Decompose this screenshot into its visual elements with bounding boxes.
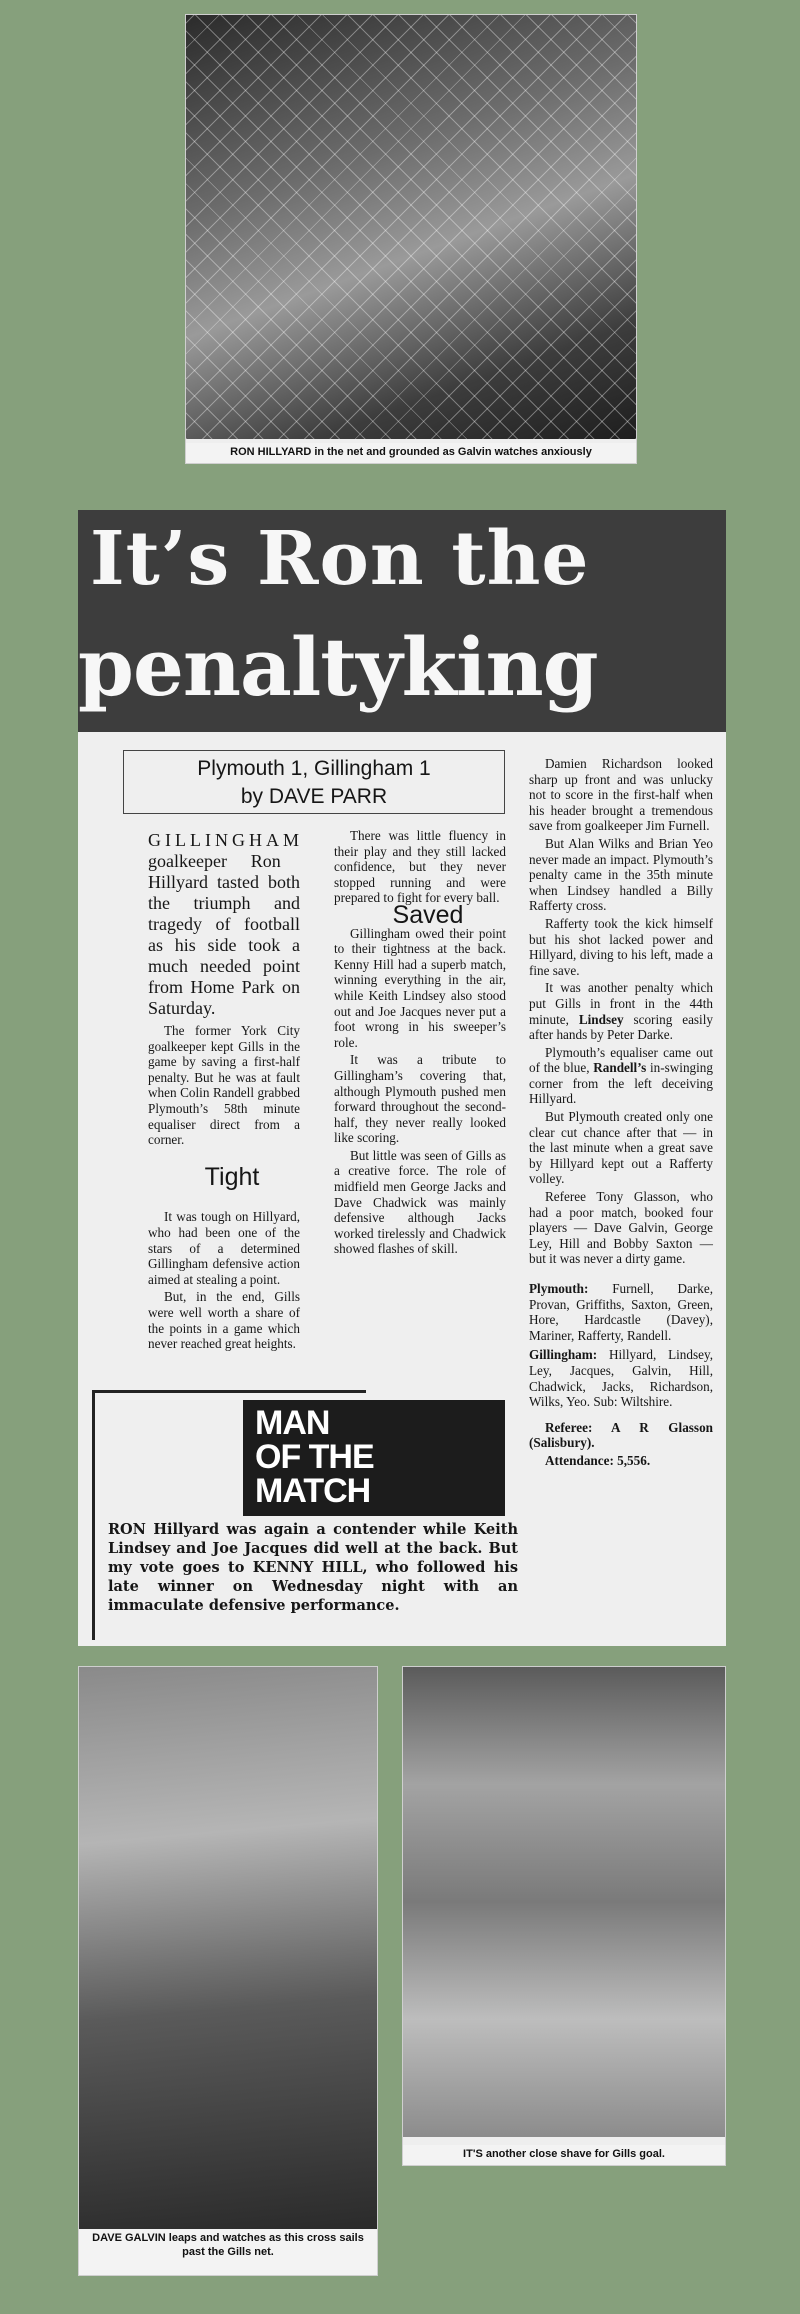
paragraph: But little was seen of Gills as a creative force. The role of midfield men George Jacks and Dave Chadwick was mainly defensive although Jacks worked tirelessly and Chadwick showed flashes of skill.: [334, 1147, 506, 1257]
author-line: by DAVE PARR: [240, 785, 388, 808]
paragraph: The former York City goalkeeper kept Gills in the game by saving a first-half penalty. But he was at fault when Colin Randell grabbed Plymouth’s 58th minute equaliser direct from a corner.: [148, 1023, 300, 1148]
bottom-left-caption: DAVE GALVIN leaps and watches as this cross sails past the Gills net.: [79, 2229, 377, 2275]
subhead-saved: Saved: [392, 900, 464, 929]
team-players: Furnell, Darke, Provan, Griffiths, Saxton, Green, Hore, Hardcastle (Davey), Mariner, Rafferty, Randell.: [529, 1281, 713, 1343]
text-run: scoring easily after hands by Peter Darke.: [529, 1011, 713, 1043]
paragraph: But, in the end, Gills were well worth a share of the points in a game which never reached great heights.: [148, 1289, 300, 1352]
lead-paragraph: [148, 830, 303, 1019]
goal-net: [186, 15, 636, 439]
paragraph: Damien Richardson looked sharp up front and was unlucky not to score in the first-half when his header brought a tremendous save from goalkeeper Jim Furnell.: [529, 756, 713, 834]
team-label: Gillingham:: [529, 1347, 598, 1363]
headline-line-1: It’s Ron the: [90, 516, 590, 602]
score-line: Plymouth 1, Gillingham 1: [197, 757, 431, 780]
motm-title: [243, 1400, 505, 1516]
paragraph: But Alan Wilks and Brian Yeo never made an impact. Plymouth’s penalty came in the 35th minute when Lindsey handled a Billy Rafferty cross.: [529, 835, 713, 914]
headline-line-2: penaltyking: [78, 620, 598, 714]
text-run: in-swinging corner from the left deceiving Hillyard.: [529, 1060, 713, 1107]
bottom-right-photo: [402, 1666, 726, 2166]
motm-title-line: MATCH: [255, 1472, 371, 1510]
goalmouth-scramble-photo: [403, 1667, 725, 2137]
lead-rest: goalkeeper Ron Hillyard tasted both the triumph and tragedy of football as his side took a much needed point from Home Park on Saturday.: [148, 851, 300, 1018]
motm-title-line: OF THE: [255, 1438, 374, 1476]
top-photo-caption: RON HILLYARD in the net and grounded as Galvin watches anxiously: [186, 443, 636, 463]
column-2: [334, 828, 506, 1259]
team-label: Plymouth:: [529, 1281, 589, 1296]
byline-box: [123, 750, 505, 814]
top-photo: [185, 14, 637, 464]
motm-text: RON Hillyard was again a contender while Keith Lindsey and Joe Jacques did well at the back. But my vote goes to KENNY HILL, who followed his late winner on Wednesday night with an immaculate defensive performance.: [108, 1521, 518, 1614]
paragraph: Referee Tony Glasson, who had a poor match, booked four players — Dave Galvin, George Ley, Hill and Bobby Saxton — but it was never a dirty game.: [529, 1189, 713, 1267]
paragraph: There was little fluency in their play and they still lacked confidence, but they never stopped running and were prepared to fight for every ball.: [334, 828, 506, 906]
lead-cap: GILLINGHAM: [148, 830, 303, 850]
column-3: [529, 756, 713, 1471]
text-run: Plymouth’s equaliser came out of the blue,: [529, 1044, 713, 1076]
paragraph: Gillingham owed their point to their tightness at the back. Kenny Hill had a superb match, winning everything in the air, while Keith Lindsey also stood out and Joe Jacques never put a foot wrong in his sweeper’s role.: [334, 925, 506, 1050]
paragraph: It was a tribute to Gillingham’s covering that, although Plymouth pushed men forward throughout the second-half, they never really looked like scoring.: [334, 1052, 506, 1146]
gillingham-lineup: [529, 1347, 713, 1409]
team-players: Hillyard, Lindsey, Ley, Jacques, Galvin, Hill, Chadwick, Jacks, Richardson, Wilks, Yeo. Sub: Wiltshire.: [529, 1347, 713, 1410]
paragraph: It was tough on Hillyard, who had been one of the stars of a determined Gillingham defensive action aimed at stealing a point.: [148, 1209, 300, 1287]
text-run: It was another penalty which put Gills in front in the 44th minute,: [529, 980, 713, 1027]
paragraph: Rafferty took the kick himself but his shot lacked power and Hillyard, diving to his left, made a fine save.: [529, 915, 713, 978]
referee-line: Referee: A R Glasson (Salisbury).: [529, 1419, 713, 1451]
bottom-left-photo: [78, 1666, 378, 2276]
motm-title-line: MAN: [255, 1404, 330, 1442]
bold-name: Lindsey: [578, 1011, 624, 1027]
bold-name: Randell’s: [593, 1060, 647, 1076]
headline: [78, 510, 726, 732]
header-challenge-photo: [79, 1667, 377, 2233]
bottom-right-caption: IT'S another close shave for Gills goal.: [403, 2145, 725, 2165]
paragraph: But Plymouth created only one clear cut chance after that — in the last minute when a great save by Hillyard kept out a Rafferty volley.: [529, 1109, 713, 1187]
attendance-line: Attendance: 5,556.: [545, 1452, 651, 1468]
paragraph: [529, 980, 713, 1042]
goalmouth-photo: [186, 15, 636, 439]
column-1: [148, 830, 303, 1354]
plymouth-lineup: [529, 1281, 713, 1343]
article: [78, 510, 726, 1646]
subhead-tight: Tight: [204, 1162, 260, 1191]
paragraph: [529, 1045, 713, 1107]
